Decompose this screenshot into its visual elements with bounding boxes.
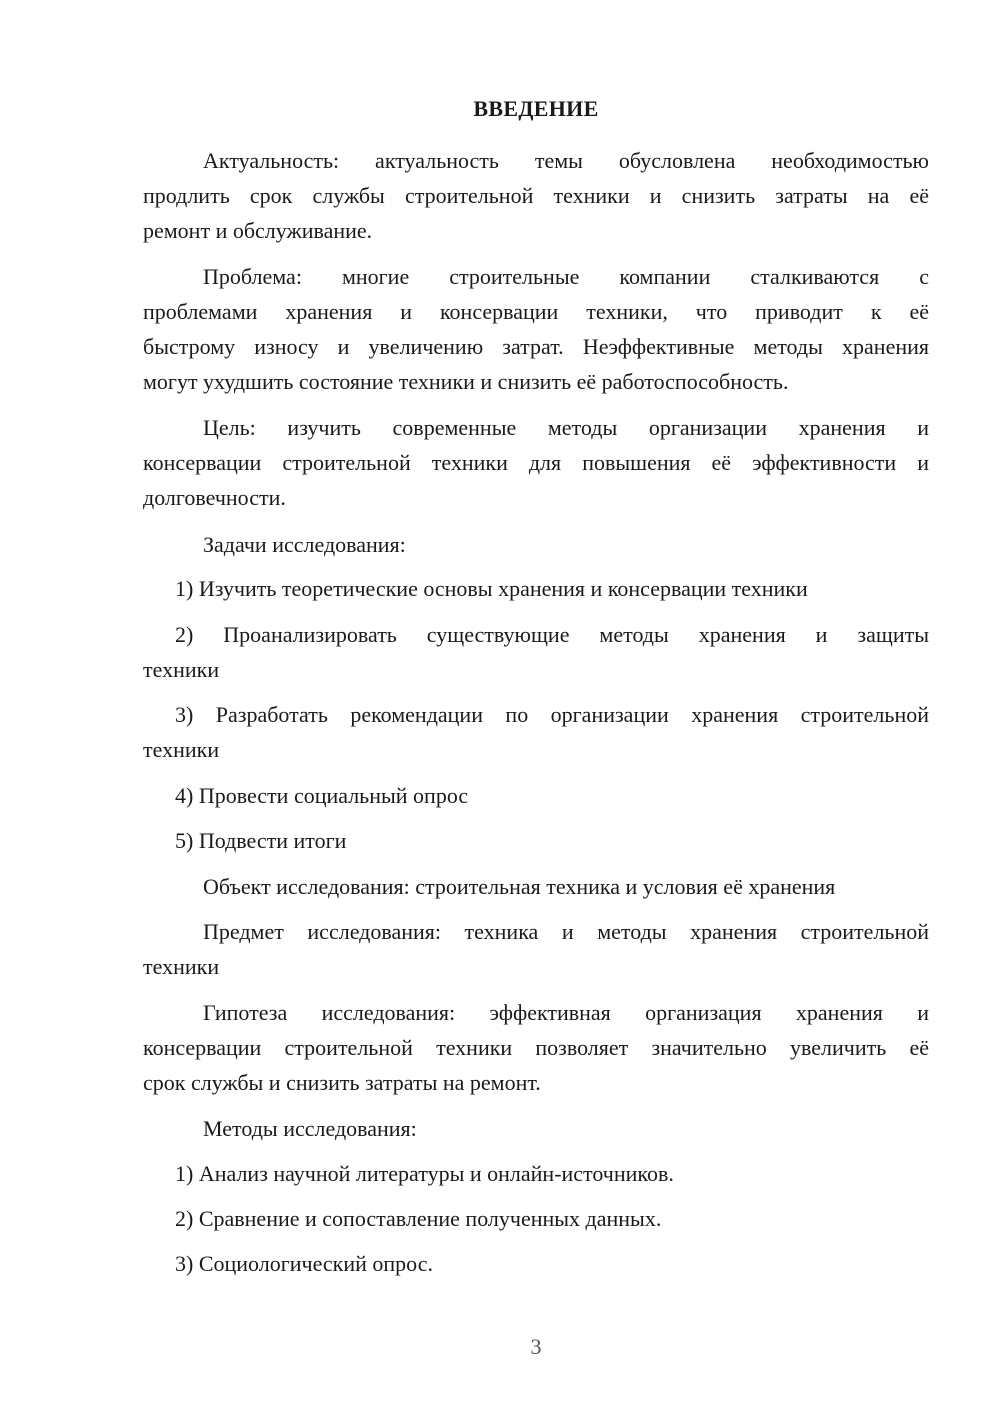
text-line: 2) Сравнение и сопоставление полученных данных. bbox=[175, 1206, 662, 1231]
paragraph-actuality bbox=[143, 143, 929, 248]
text-line: Задачи исследования: bbox=[203, 532, 406, 557]
paragraph-object bbox=[143, 869, 929, 904]
list-item-task-5 bbox=[143, 823, 929, 858]
text-line: 1) Анализ научной литературы и онлайн-источников. bbox=[175, 1161, 674, 1186]
text-line: долговечности. bbox=[143, 485, 286, 510]
text-line: 5) Подвести итоги bbox=[175, 828, 347, 853]
paragraph-methods-title bbox=[143, 1111, 929, 1146]
list-item-method-3 bbox=[143, 1246, 929, 1281]
text-line: проблемами хранения и консервации техники, что приводит к её bbox=[143, 299, 929, 324]
text-line: техники bbox=[143, 954, 220, 979]
text-line: ремонт и обслуживание. bbox=[143, 218, 373, 243]
page-number: 3 bbox=[530, 1334, 542, 1359]
list-item-method-2 bbox=[143, 1201, 929, 1236]
text-line: быстрому износу и увеличению затрат. Неэффективные методы хранения bbox=[143, 334, 929, 359]
paragraph-subject bbox=[143, 914, 929, 984]
page-heading: ВВЕДЕНИЕ bbox=[473, 96, 599, 121]
text-line: могут ухудшить состояние техники и снизить её работоспособность. bbox=[143, 369, 789, 394]
text-line: Гипотеза исследования: эффективная организация хранения и bbox=[203, 1000, 929, 1025]
list-item-method-1 bbox=[143, 1156, 929, 1191]
text-line: консервации строительной техники для повышения её эффективности и bbox=[143, 450, 929, 475]
text-line: 2) Проанализировать существующие методы хранения и защиты bbox=[175, 622, 929, 647]
text-line: техники bbox=[143, 737, 220, 762]
text-line: Актуальность: актуальность темы обусловлена необходимостью bbox=[203, 148, 929, 173]
list-item-task-3 bbox=[143, 697, 929, 767]
text-line: срок службы и снизить затраты на ремонт. bbox=[143, 1070, 541, 1095]
paragraph-hypothesis bbox=[143, 995, 929, 1100]
text-line: Цель: изучить современные методы организации хранения и bbox=[203, 415, 929, 440]
paragraph-tasks-title bbox=[143, 527, 929, 562]
list-item-task-4 bbox=[143, 778, 929, 813]
text-line: 3) Разработать рекомендации по организации хранения строительной bbox=[175, 702, 929, 727]
text-line: 1) Изучить теоретические основы хранения и консервации техники bbox=[175, 576, 808, 601]
list-item-task-1 bbox=[143, 571, 929, 606]
list-item-task-2 bbox=[143, 617, 929, 687]
paragraph-goal bbox=[143, 410, 929, 515]
text-line: Предмет исследования: техника и методы хранения строительной bbox=[203, 919, 929, 944]
text-line: Объект исследования: строительная техника и условия её хранения bbox=[203, 874, 836, 899]
paragraph-problem bbox=[143, 259, 929, 399]
text-line: 4) Провести социальный опрос bbox=[175, 783, 469, 808]
text-line: консервации строительной техники позволяет значительно увеличить её bbox=[143, 1035, 929, 1060]
text-line: Методы исследования: bbox=[203, 1116, 417, 1141]
text-line: техники bbox=[143, 657, 220, 682]
text-line: 3) Социологический опрос. bbox=[175, 1251, 433, 1276]
text-line: продлить срок службы строительной техники и снизить затраты на её bbox=[143, 183, 929, 208]
text-line: Проблема: многие строительные компании сталкиваются с bbox=[203, 264, 929, 289]
